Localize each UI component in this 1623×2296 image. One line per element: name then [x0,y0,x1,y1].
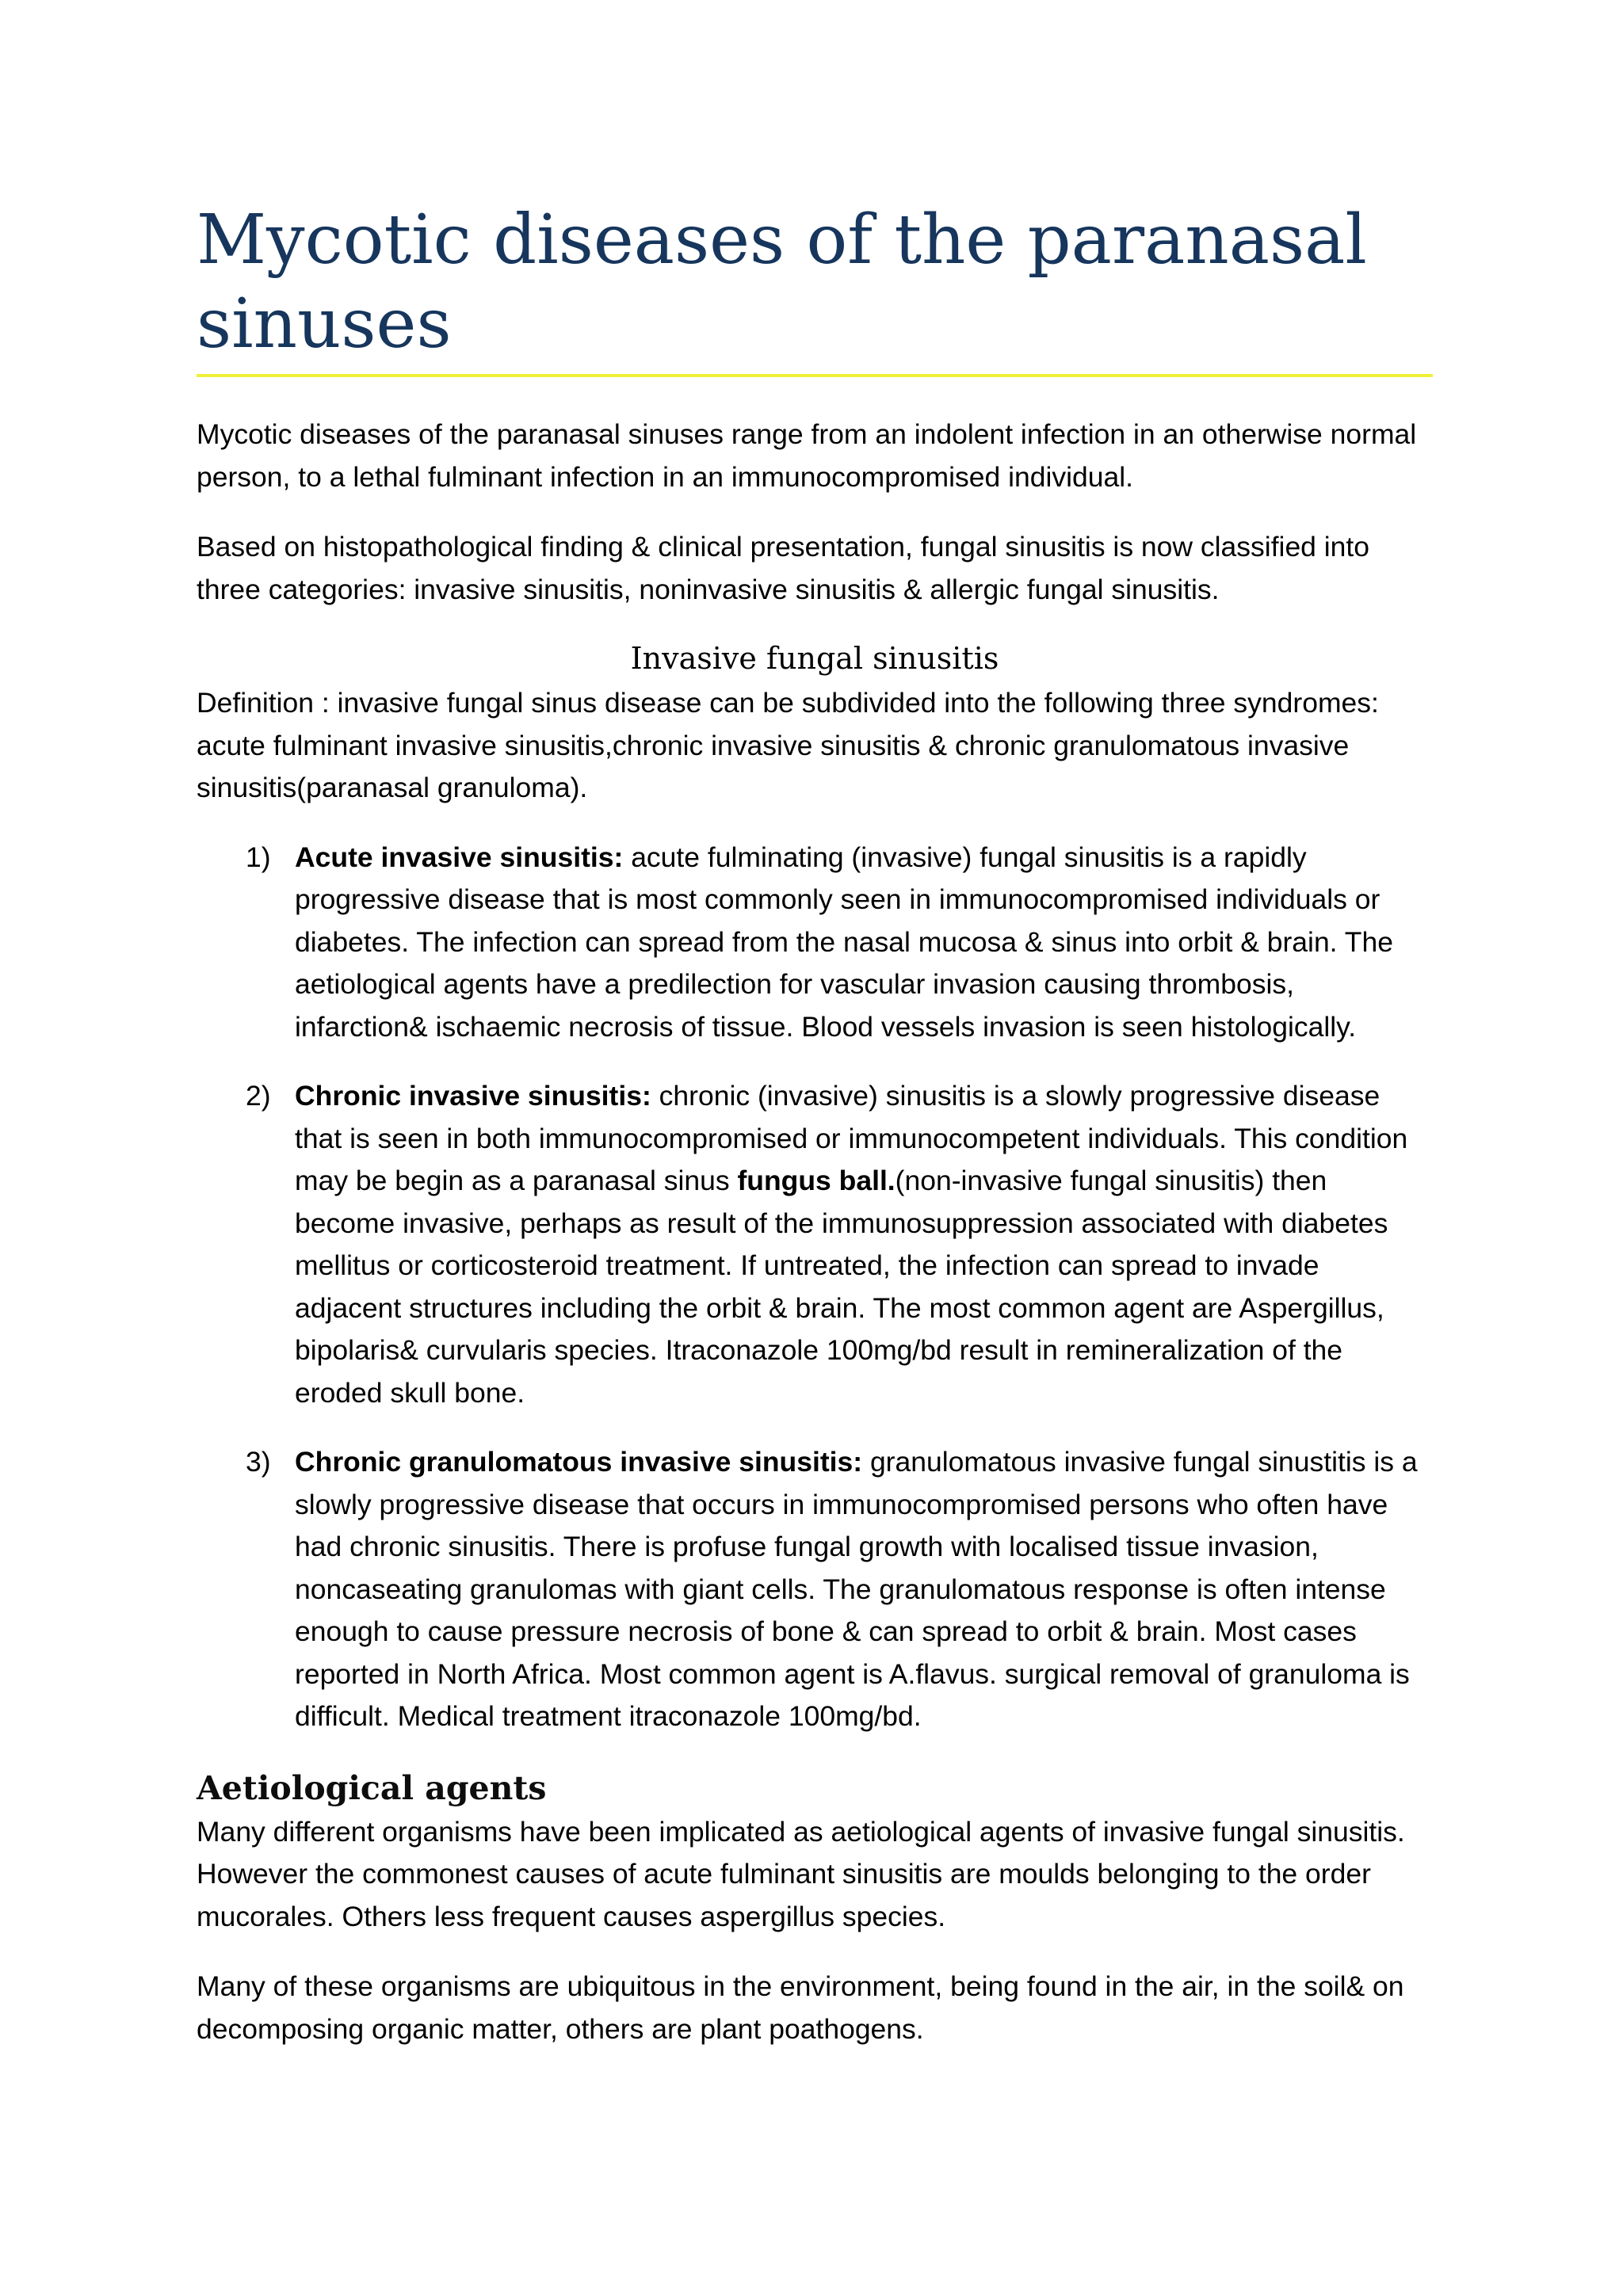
list-term: Chronic invasive sinusitis: [295,1080,651,1112]
list-term: Chronic granulomatous invasive sinusitis: [295,1446,863,1478]
intro-paragraph: Mycotic diseases of the paranasal sinuses range from an indolent infection in an otherwise normal person, to a lethal fulminant infection in an immunocompromised individual. [197,418,1417,493]
list-text: (non-invasive fungal sinusitis) then become invasive, perhaps as result of the immunosuppression associated with diabetes mellitus or corticosteroid treatment. If untreated, the infection can spread to invade adjacent structures including the orbit & brain. The most common agent are Aspergillus, bipolaris& curvularis species. Itraconazole 100mg/bd result in remineralization of the eroded skull bone. [295,1165,1388,1409]
invasive-heading: Invasive fungal sinusitis [630,641,999,676]
list-item [197,1075,1433,1414]
list-item [197,837,1433,1049]
agents-paragraph: Many different organisms have been implicated as aetiological agents of invasive fungal sinusitis. However the commonest causes of acute fulminant sinusitis are moulds belonging to the order mucorales. Others less frequent causes aspergillus species. [197,1815,1405,1932]
document-page [197,198,1433,2050]
list-text: granulomatous invasive fungal sinustitis is a slowly progressive disease that occurs in immunocompromised persons who often have had chronic sinusitis. There is profuse fungal growth with localised tissue invasion, noncaseating granulomas with giant cells. The granulomatous response is often intense enough to cause pressure necrosis of bone & can spread to orbit & brain. Most cases reported in North Africa. Most common agent is A.flavus. surgical removal of granuloma is difficult. Medical treatment itraconazole 100mg/bd. [295,1446,1418,1732]
list-number: 2) [246,1080,271,1112]
syndrome-list [197,837,1433,1738]
list-text: chronic (invasive) sinusitis is a slowly progressive disease that is seen in both immunocompromised or immunocompetent individuals. This condition may be begin as a paranasal sinus [295,1080,1408,1196]
list-number: 1) [246,841,271,873]
list-text: acute fulminating (invasive) fungal sinusitis is a rapidly progressive disease that is most commonly seen in immunocompromised individuals or diabetes. The infection can spread from the nasal mucosa & sinus into orbit & brain. The aetiological agents have a predilection for vascular invasion causing thrombosis, infarction& ischaemic necrosis of tissue. Blood vessels invasion is seen histologically. [295,841,1393,1043]
list-term: Acute invasive sinusitis: [295,841,624,873]
list-item [197,1441,1433,1738]
list-emphasis: fungus ball. [737,1165,896,1196]
definition-paragraph: Definition : invasive fungal sinus disease can be subdivided into the following three syndromes: acute fulminant invasive sinusitis,chronic invasive sinusitis & chronic granulomatous invasive sinusitis(paranasal granuloma). [197,687,1379,803]
agents-heading: Aetiological agents [197,1768,547,1807]
document-title: Mycotic diseases of the paranasal sinuses [197,198,1433,377]
agents-paragraph: Many of these organisms are ubiquitous in the environment, being found in the air, in the soil& on decomposing organic matter, others are plant poathogens. [197,1970,1404,2045]
intro-paragraph: Based on histopathological finding & clinical presentation, fungal sinusitis is now classified into three categories: invasive sinusitis, noninvasive sinusitis & allergic fungal sinusitis. [197,531,1370,605]
list-number: 3) [246,1446,271,1478]
